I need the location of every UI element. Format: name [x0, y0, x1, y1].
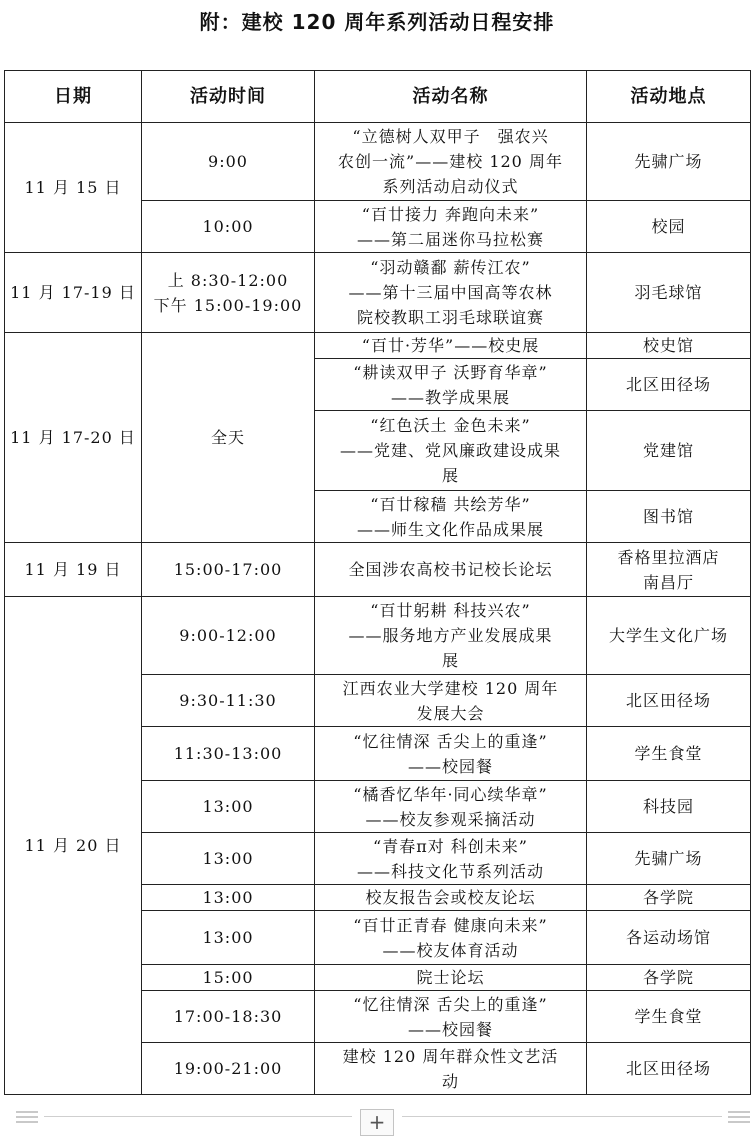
- column-header-time: 活动时间: [142, 71, 315, 123]
- venue-cell: 校园: [587, 201, 751, 253]
- activity-name-cell: “百廿躬耕 科技兴农” ——服务地方产业发展成果 展: [315, 597, 587, 675]
- activity-name-cell: 建校 120 周年群众性文艺活 动: [315, 1043, 587, 1095]
- date-cell: 11 月 19 日: [5, 543, 142, 597]
- activity-name-cell: “忆往情深 舌尖上的重逢” ——校园餐: [315, 727, 587, 781]
- venue-cell: 各学院: [587, 965, 751, 991]
- venue-cell: 科技园: [587, 781, 751, 833]
- date-cell: 11 月 17-20 日: [5, 333, 142, 543]
- date-cell: 11 月 17-19 日: [5, 253, 142, 333]
- activity-name-cell: “红色沃土 金色未来” ——党建、党风廉政建设成果 展: [315, 411, 587, 491]
- table-row: [5, 597, 751, 675]
- activity-name-cell: “百廿·芳华”——校史展: [315, 333, 587, 359]
- time-cell: 13:00: [142, 833, 315, 885]
- time-cell: 15:00: [142, 965, 315, 991]
- venue-cell: 先骕广场: [587, 123, 751, 201]
- activity-name-cell: “羽动赣鄱 薪传江农” ——第十三届中国高等农林 院校教职工羽毛球联谊赛: [315, 253, 587, 333]
- venue-cell: 学生食堂: [587, 727, 751, 781]
- venue-cell: 北区田径场: [587, 675, 751, 727]
- column-header-venue: 活动地点: [587, 71, 751, 123]
- activity-name-cell: 江西农业大学建校 120 周年 发展大会: [315, 675, 587, 727]
- left-drag-handle[interactable]: [16, 1111, 38, 1126]
- activity-name-cell: 全国涉农高校书记校长论坛: [315, 543, 587, 597]
- venue-cell: 各运动场馆: [587, 911, 751, 965]
- activity-name-cell: “百廿稼穑 共绘芳华” ——师生文化作品成果展: [315, 491, 587, 543]
- venue-cell: 学生食堂: [587, 991, 751, 1043]
- venue-cell: 先骕广场: [587, 833, 751, 885]
- time-cell: 13:00: [142, 885, 315, 911]
- activity-name-cell: “橘香忆华年·同心续华章” ——校友参观采摘活动: [315, 781, 587, 833]
- activity-name-cell: “忆往情深 舌尖上的重逢” ——校园餐: [315, 991, 587, 1043]
- time-cell: 15:00-17:00: [142, 543, 315, 597]
- time-cell: 9:30-11:30: [142, 675, 315, 727]
- footer-divider: [44, 1116, 352, 1117]
- venue-cell: 北区田径场: [587, 1043, 751, 1095]
- time-cell: 上 8:30-12:00 下午 15:00-19:00: [142, 253, 315, 333]
- venue-cell: 图书馆: [587, 491, 751, 543]
- page-title: 附：建校 120 周年系列活动日程安排: [199, 10, 555, 34]
- venue-cell: 大学生文化广场: [587, 597, 751, 675]
- column-header-date: 日期: [5, 71, 142, 123]
- activity-name-cell: “立德树人双甲子 强农兴 农创一流”——建校 120 周年 系列活动启动仪式: [315, 123, 587, 201]
- venue-cell: 党建馆: [587, 411, 751, 491]
- time-cell: 13:00: [142, 781, 315, 833]
- schedule-table: [4, 70, 751, 1095]
- table-row: [5, 543, 751, 597]
- add-page-button[interactable]: +: [360, 1109, 394, 1136]
- activity-name-cell: “百廿接力 奔跑向未来” ——第二届迷你马拉松赛: [315, 201, 587, 253]
- time-cell: 9:00-12:00: [142, 597, 315, 675]
- venue-cell: 羽毛球馆: [587, 253, 751, 333]
- header-row: [5, 71, 751, 123]
- time-cell: 全天: [142, 333, 315, 543]
- venue-cell: 各学院: [587, 885, 751, 911]
- time-cell: 11:30-13:00: [142, 727, 315, 781]
- time-cell: 9:00: [142, 123, 315, 201]
- activity-name-cell: “青春π对 科创未来” ——科技文化节系列活动: [315, 833, 587, 885]
- time-cell: 19:00-21:00: [142, 1043, 315, 1095]
- schedule-body: [5, 123, 751, 1095]
- table-row: [5, 123, 751, 201]
- time-cell: 10:00: [142, 201, 315, 253]
- venue-cell: 校史馆: [587, 333, 751, 359]
- time-cell: 13:00: [142, 911, 315, 965]
- venue-cell: 北区田径场: [587, 359, 751, 411]
- table-row: [5, 253, 751, 333]
- date-cell: 11 月 15 日: [5, 123, 142, 253]
- activity-name-cell: 院士论坛: [315, 965, 587, 991]
- activity-name-cell: 校友报告会或校友论坛: [315, 885, 587, 911]
- table-row: [5, 333, 751, 359]
- activity-name-cell: “百廿正青春 健康向未来” ——校友体育活动: [315, 911, 587, 965]
- column-header-activity: 活动名称: [315, 71, 587, 123]
- date-cell: 11 月 20 日: [5, 597, 142, 1095]
- footer-divider: [402, 1116, 722, 1117]
- time-cell: 17:00-18:30: [142, 991, 315, 1043]
- venue-cell: 香格里拉酒店 南昌厅: [587, 543, 751, 597]
- right-drag-handle[interactable]: [728, 1111, 750, 1126]
- activity-name-cell: “耕读双甲子 沃野育华章” ——教学成果展: [315, 359, 587, 411]
- page-footer: [0, 1102, 754, 1138]
